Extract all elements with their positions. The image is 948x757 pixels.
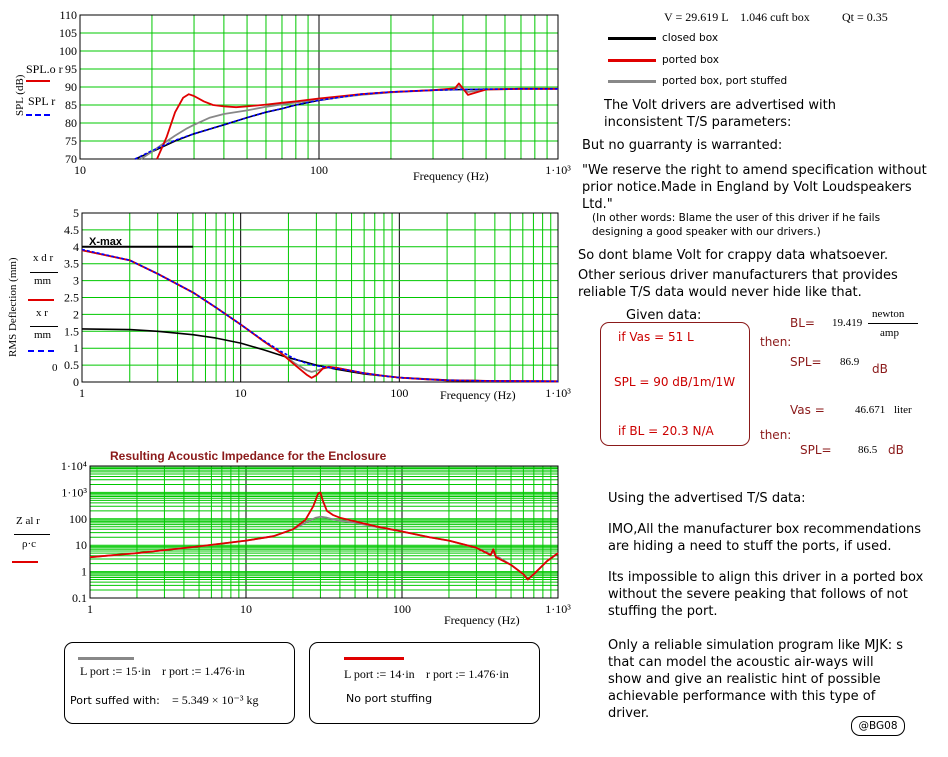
x-tick-label-2: 1·10³ <box>545 602 571 616</box>
bl-unit-bar <box>868 323 918 324</box>
y-tick-label-1: 0 <box>73 375 79 389</box>
spl-legend-b-line <box>26 114 50 116</box>
bl-unit-den: amp <box>880 327 899 339</box>
y-tick-label-0: 95 <box>65 62 77 76</box>
spl2-label: SPL= <box>800 443 832 457</box>
series-stuffed-1 <box>82 250 558 381</box>
defl-zero-label: 0 <box>52 362 58 374</box>
x-tick-label-1: 1 <box>79 386 85 400</box>
y-tick-label-1: 2.5 <box>64 290 79 305</box>
legend-ported-swatch <box>608 59 656 62</box>
port-stuffed-box <box>64 642 295 724</box>
vas-unit: liter <box>894 404 912 416</box>
then-2: then: <box>760 428 792 442</box>
x-tick-label-1: 10 <box>234 386 247 400</box>
y-tick-label-0: 70 <box>65 152 77 166</box>
spl-legend-a-line <box>26 80 50 82</box>
defl-legend-a-bar <box>30 272 58 273</box>
note-p5: So dont blame Volt for crappy data whatsoever. <box>578 248 889 263</box>
y-tick-label-1: 5 <box>73 206 79 220</box>
spl-unit: dB <box>872 362 888 376</box>
x-tick-label-0: 100 <box>310 163 328 177</box>
defl-legend-a-line <box>28 299 54 301</box>
y-tick-label-0: 90 <box>65 80 77 94</box>
port-open-lport: L port := 14·in <box>344 667 415 681</box>
note-p2: But no guarranty is warranted: <box>582 138 783 153</box>
port-stuffed-swatch <box>78 657 134 660</box>
y-tick-label-1: 2 <box>73 307 79 322</box>
spl-legend-b: SPL r <box>28 94 56 108</box>
defl-legend-b-num: x r <box>36 307 48 319</box>
imp-legend-line <box>12 561 38 563</box>
series-blue_dash-1 <box>82 250 558 382</box>
port-stuffed-rport: r port := 1.476·in <box>162 664 245 678</box>
y-tick-label-2: 1 <box>81 564 87 579</box>
y-tick-label-1: 0.5 <box>64 358 79 373</box>
spl-value: 86.9 <box>840 356 860 368</box>
spl-label: SPL= <box>790 355 822 369</box>
signature-badge: @BG08 <box>851 716 905 736</box>
y-tick-label-2: 100 <box>69 511 87 526</box>
x-tick-label-0: 10 <box>74 163 86 177</box>
plot-frame-2 <box>90 466 558 598</box>
port-stuffed-lport: L port := 15·in <box>80 664 151 678</box>
imp-legend-num: Z al r <box>16 515 40 527</box>
defl-legend-b-den: mm <box>34 329 52 341</box>
y-tick-label-0: 85 <box>65 98 77 112</box>
note-p3: "We reserve the right to amend specification without prior notice.Made in England by Volt Loudspeakers Ltd." <box>582 163 927 212</box>
port-open-rport: r port := 1.476·in <box>426 667 509 681</box>
y-tick-label-1: 4 <box>73 239 79 254</box>
qt-text: Qt = 0.35 <box>842 10 888 24</box>
note-p4: (In other words: Blame the user of this driver if he fails designing a good speaker with our drivers.) <box>592 212 881 238</box>
defl-ylabel: RMS Deflection (mm) <box>7 257 19 357</box>
port-open-box <box>309 642 540 724</box>
port-open-note: No port stuffing <box>346 692 433 705</box>
legend-closed-swatch <box>608 37 656 40</box>
x-tick-label-2: 1 <box>87 602 93 616</box>
bottom-p3: Its impossible to align this driver in a ported box without the severe peaking that follows of not stuffing the port. <box>608 570 924 619</box>
bl-unit-num: newton <box>872 308 905 320</box>
series-closed-1 <box>82 329 558 381</box>
bottom-p4: Only a reliable simulation program like MJK: s that can model the acoustic air-ways will show and give an realistic hint of possible achievable performance with this type of driver. <box>608 638 904 721</box>
legend-ported-label: ported box <box>662 54 719 66</box>
given-spl: SPL = 90 dB/1m/1W <box>614 375 736 389</box>
series-ported-2 <box>90 492 558 579</box>
bottom-p2: IMO,All the manufacturer box recommendations are hiding a need to stuff the ports, if used. <box>608 522 922 554</box>
y-tick-label-1: 3 <box>73 273 79 288</box>
spl-xlabel: Frequency (Hz) <box>413 169 489 183</box>
defl-xlabel: Frequency (Hz) <box>440 388 516 402</box>
legend-stuffed-label: ported box, port stuffed <box>662 75 788 87</box>
port-stuffed-mass: = 5.349 × 10⁻³ kg <box>172 693 259 707</box>
x-tick-label-1: 100 <box>390 386 409 400</box>
y-tick-label-2: 1·10³ <box>61 485 87 500</box>
x-tick-label-2: 10 <box>240 602 252 616</box>
y-tick-label-1: 3.5 <box>64 256 79 271</box>
xmax-label: X-max <box>89 236 123 248</box>
y-tick-label-2: 0.1 <box>72 591 87 605</box>
defl-legend-b-bar <box>30 326 58 327</box>
impedance-title: Resulting Acoustic Impedance for the Enclosure <box>110 449 387 463</box>
y-tick-label-0: 80 <box>65 116 77 130</box>
defl-legend-a-den: mm <box>34 275 52 287</box>
y-tick-label-0: 75 <box>65 134 77 148</box>
then-1: then: <box>760 335 792 349</box>
legend-stuffed-swatch <box>608 80 656 83</box>
given-title: Given data: <box>626 308 702 323</box>
given-vas: if Vas = 51 L <box>618 330 694 344</box>
spl2-value: 86.5 <box>858 444 878 456</box>
port-stuffed-with: Port suffed with: <box>70 694 160 707</box>
x-tick-label-0: 1·10³ <box>545 163 571 177</box>
imp-legend-bar <box>14 534 50 535</box>
bl-value: 19.419 <box>832 317 863 329</box>
y-tick-label-1: 4.5 <box>64 222 79 237</box>
y-tick-label-2: 10 <box>75 538 87 553</box>
note-p1: The Volt drivers are advertised with inconsistent T/S parameters: <box>604 98 836 130</box>
port-open-swatch <box>344 657 404 660</box>
legend-closed-label: closed box <box>662 32 719 44</box>
note-p6: Other serious driver manufacturers that provides reliable T/S data would never hide like that. <box>578 268 898 300</box>
series-ported-1 <box>82 250 558 381</box>
imp-legend-den: ρ·c <box>22 538 37 550</box>
y-tick-label-0: 100 <box>59 44 77 58</box>
given-bl: if BL = 20.3 N/A <box>618 424 714 438</box>
y-tick-label-1: 1.5 <box>64 324 79 339</box>
y-tick-label-0: 105 <box>59 26 77 40</box>
defl-legend-a-num: x d r <box>33 252 54 264</box>
bottom-p1: Using the advertised T/S data: <box>608 491 806 506</box>
x-tick-label-2: 100 <box>393 602 411 616</box>
spl-ylabel: SPL (dB) <box>14 74 26 116</box>
spl2-unit: dB <box>888 443 904 457</box>
vas-label: Vas = <box>790 403 825 417</box>
y-tick-label-2: 1·10⁴ <box>60 459 87 473</box>
spl-legend-a: SPL.o r <box>26 62 63 76</box>
defl-legend-b-line <box>28 350 54 352</box>
y-tick-label-0: 110 <box>59 8 77 22</box>
imp-xlabel: Frequency (Hz) <box>444 613 520 627</box>
volume-text: V = 29.619 L 1.046 cuft box <box>664 10 810 24</box>
bl-label: BL= <box>790 316 815 330</box>
vas-value: 46.671 <box>855 404 886 416</box>
x-tick-label-1: 1·10³ <box>545 386 571 400</box>
y-tick-label-1: 1 <box>73 341 79 356</box>
